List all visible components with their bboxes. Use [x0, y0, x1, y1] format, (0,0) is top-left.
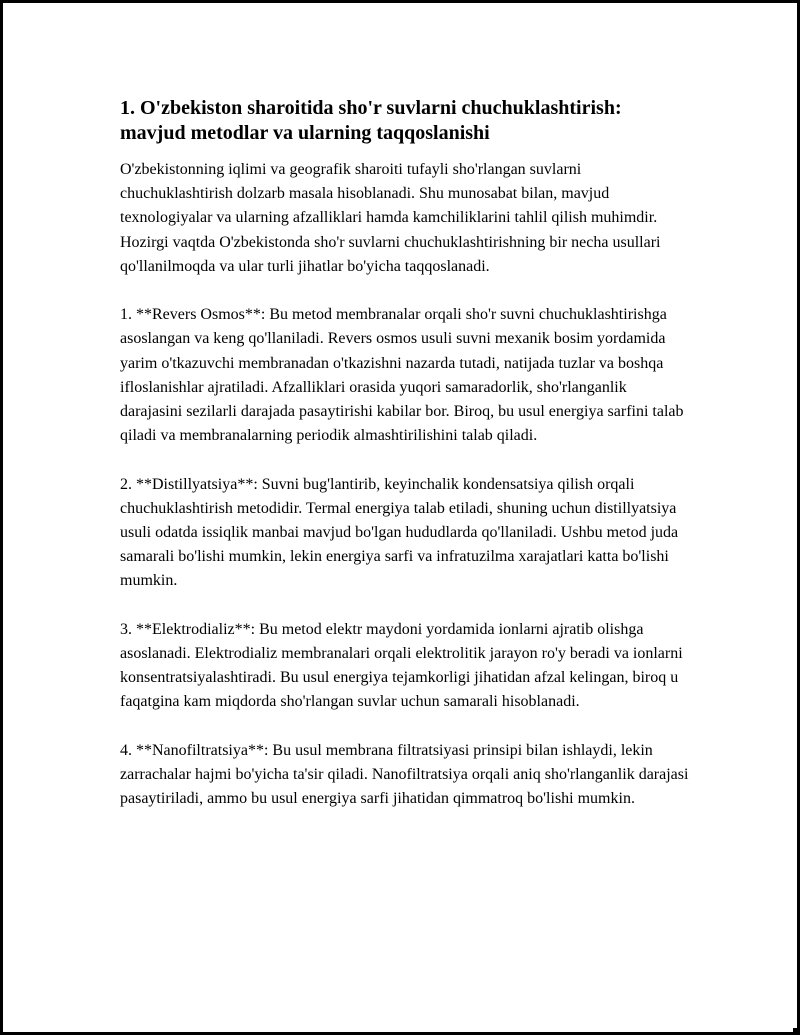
- electrodialysis-paragraph: 3. **Elektrodializ**: Bu metod elektr maydoni yordamida ionlarni ajratib olishga asoslanadi. Elektrodializ membranalari orqali elektrolitik jarayon ro'y beradi va ionlarni konsentratsiyalashtiradi. Bu usul energiya tejamkorligi jihatidan afzal kelingan, biroq u faqatgina kam miqdorda sho'rlangan suvlar uchun samarali hisoblanadi.: [120, 620, 683, 711]
- document-title: 1. O'zbekiston sharoitida sho'r suvlarni chuchuklashtirish: mavjud metodlar va ularning taqqoslanishi: [120, 97, 622, 144]
- reverse-osmosis-paragraph: 1. **Revers Osmos**: Bu metod membranalar orqali sho'r suvni chuchuklashtirishga asoslangan va keng qo'llaniladi. Revers osmos usuli suvni mexanik bosim yordamida yarim o'tkazuvchi membranadan o'tkazishni nazarda tutadi, natijada tuzlar va boshqa ifloslanishlar ajratiladi. Afzalliklari orasida yuqori samaradorlik, sho'rlanganlik darajasini sezilarli darajada pasaytirishi kabilar bor. Biroq, bu usul energiya sarfini talab qiladi va membranalarning periodik almashtirilishini talab qiladi.: [120, 306, 684, 445]
- distillation-paragraph: 2. **Distillyatsiya**: Suvni bug'lantirib, keyinchalik kondensatsiya qilish orqali chuchuklashtirish metodidir. Termal energiya talab etiladi, shuning uchun distillyatsiya usuli odatda issiqlik manbai mavjud bo'lgan hududlarda qo'llaniladi. Ushbu metod juda samarali bo'lishi mumkin, lekin energiya sarfi va infratuzilma xarajatlari katta bo'lishi mumkin.: [120, 475, 679, 590]
- intro-paragraph: O'zbekistonning iqlimi va geografik sharoiti tufayli sho'rlangan suvlarni chuchuklashtirish dolzarb masala hisoblanadi. Shu munosabat bilan, mavjud texnologiyalar va ularning afzalliklari hamda kamchiliklarini tahlil qilish muhimdir. Hozirgi vaqtda O'zbekistonda sho'r suvlarni chuchuklashtirishning bir necha usullari qo'llanilmoqda va ular turli jihatlar bo'yicha taqqoslanadi.: [120, 161, 661, 275]
- document-body: [120, 96, 690, 836]
- nanofiltration-paragraph: 4. **Nanofiltratsiya**: Bu usul membrana filtratsiyasi prinsipi bilan ishlaydi, lekin zarrachalar hajmi bo'yicha ta'sir qiladi. Nanofiltratsiya orqali aniq sho'rlanganlik darajasi pasaytiriladi, ammo bu usul energiya sarfi jihatidan qimmatroq bo'lishi mumkin.: [120, 741, 689, 808]
